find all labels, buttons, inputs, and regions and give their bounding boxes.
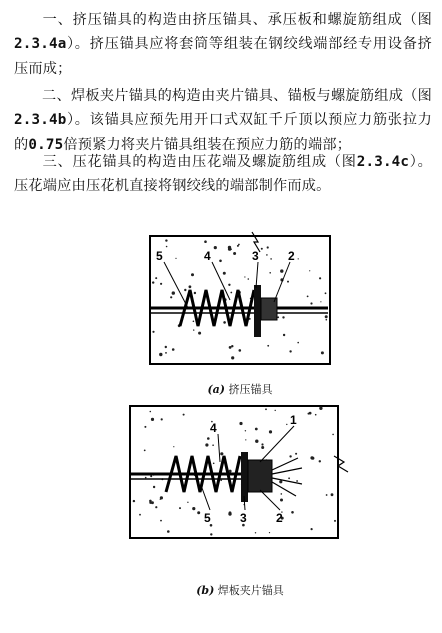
concrete-speckle [144,426,146,428]
concrete-speckle [167,530,170,533]
concrete-speckle [267,246,269,248]
figure-b-caption-text: 焊板夹片锚具 [217,584,284,597]
concrete-speckle [197,511,200,514]
concrete-speckle [325,315,328,318]
concrete-speckle [269,430,272,433]
p1-text-a: 一、挤压锚具的构造由挤压锚具、承压板和螺旋筋组成（图 [42,12,432,28]
figure-b-caption [140,582,340,598]
concrete-speckle [334,520,336,522]
p3-figure-ref: 2.3.4c [356,154,410,170]
concrete-speckle [280,269,283,272]
concrete-speckle [287,281,289,283]
concrete-speckle [150,411,152,413]
concrete-speckle [319,277,321,279]
p1-text-b: ）。挤压锚具应将套筒等组装在钢绞线端部经专用设备挤压而成； [14,36,432,77]
concrete-speckle [288,477,290,479]
fig-a-label-4: 4 [204,249,211,263]
concrete-speckle [191,273,194,276]
concrete-speckle [332,434,334,436]
concrete-speckle [207,437,210,440]
concrete-speckle [266,254,268,256]
concrete-speckle [155,277,157,279]
concrete-speckle [133,500,135,502]
concrete-speckle [281,493,283,495]
concrete-speckle [277,316,279,318]
fig-b-label-3: 3 [240,511,247,525]
concrete-speckle [267,345,269,347]
concrete-speckle [286,424,287,425]
concrete-speckle [261,443,263,445]
concrete-speckle [212,444,214,446]
concrete-speckle [230,292,232,294]
concrete-speckle [160,283,162,285]
concrete-speckle [239,349,242,352]
concrete-speckle [179,507,181,509]
concrete-speckle [298,258,299,259]
concrete-speckle [155,506,157,508]
fig-b-label-1: 1 [290,413,297,427]
concrete-speckle [283,334,285,336]
fig-a-label-2: 2 [288,249,295,263]
concrete-speckle [198,332,201,335]
concrete-speckle [152,331,154,333]
concrete-speckle [255,532,256,533]
concrete-speckle [289,455,291,457]
figure-b-welded-plate-anchor [120,400,350,550]
concrete-speckle [307,296,309,298]
concrete-speckle [231,345,233,347]
concrete-speckle [214,246,217,249]
concrete-speckle [265,408,267,410]
paragraph-1 [14,8,432,81]
p2-number: 0.75 [28,136,64,153]
concrete-speckle [279,480,282,483]
concrete-speckle [153,486,155,488]
concrete-speckle [320,301,321,302]
concrete-speckle [237,245,239,247]
concrete-speckle [187,502,188,503]
concrete-speckle [220,452,223,455]
concrete-speckle [280,499,283,502]
concrete-speckle [315,414,317,416]
concrete-speckle [223,272,226,275]
concrete-speckle [210,533,212,535]
concrete-speckle [192,507,195,510]
concrete-speckle [219,260,222,263]
fig-b-label-2: 2 [276,511,283,525]
concrete-speckle [321,351,324,354]
concrete-speckle [183,414,185,416]
concrete-speckle [184,289,186,291]
concrete-speckle [165,352,167,354]
concrete-speckle [325,292,327,294]
p2-figure-ref: 2.3.4b [14,112,67,129]
concrete-speckle [151,418,154,421]
paragraph-3 [14,150,432,199]
p3-text-a: 三、压花锚具的构造由压花端及螺旋筋组成（图 [42,154,357,170]
p3-text-b: ）。压花端应由压花机直接将钢绞线的端部制作而成。 [14,154,432,195]
concrete-speckle [161,418,163,420]
concrete-speckle [165,346,167,348]
figure-a-caption [140,381,340,397]
concrete-speckle [244,276,245,277]
concrete-speckle [269,532,270,533]
concrete-speckle [228,284,230,286]
figure-a-caption-text: 挤压锚具 [228,383,273,396]
concrete-speckle [269,272,271,274]
concrete-speckle [204,240,207,243]
concrete-speckle [261,446,264,449]
concrete-speckle [149,500,152,503]
concrete-speckle [152,281,154,283]
figure-a-caption-letter: (a) [207,383,226,396]
concrete-speckle [309,412,312,415]
concrete-speckle [229,346,232,349]
concrete-speckle [296,480,298,482]
concrete-speckle [326,494,328,496]
figure-b-caption-letter: (b) [196,584,215,597]
concrete-speckle [245,430,246,431]
concrete-speckle [297,342,299,344]
concrete-speckle [289,350,291,352]
concrete-speckle [310,302,312,304]
concrete-speckle [282,316,284,318]
figure-a-extrusion-anchor [140,230,340,385]
concrete-speckle [139,514,141,516]
concrete-speckle [270,258,272,260]
concrete-speckle [309,270,310,271]
concrete-speckle [160,520,162,522]
concrete-speckle [331,493,334,496]
fig-a-label-3: 3 [252,249,259,263]
concrete-speckle [189,285,192,288]
concrete-speckle [248,278,250,280]
concrete-speckle [160,499,161,500]
concrete-speckle [326,319,328,321]
fig-b-label-4: 4 [210,421,217,435]
concrete-speckle [193,329,194,330]
concrete-speckle [291,511,294,514]
p1-figure-ref: 2.3.4a [14,36,67,53]
concrete-speckle [172,291,175,294]
concrete-speckle [239,422,242,425]
p2-text-b: ）。该锚具应预先用开口式双缸千斤顶以预应力筋张拉力的 [14,112,432,153]
concrete-speckle [193,321,195,323]
paragraph-2 [14,84,432,157]
concrete-speckle [173,446,174,447]
concrete-speckle [319,460,321,462]
concrete-speckle [172,348,175,351]
concrete-speckle [231,356,234,359]
concrete-speckle [175,258,176,259]
concrete-speckle [213,463,215,465]
concrete-speckle [223,321,226,324]
concrete-speckle [144,450,146,452]
concrete-speckle [255,440,258,443]
concrete-speckle [275,410,276,411]
concrete-speckle [311,528,313,530]
concrete-speckle [166,246,168,248]
concrete-speckle [145,477,147,479]
concrete-speckle [319,407,322,410]
p2-text-c: 倍预紧力将夹片锚具组装在预应力筋的端部； [63,136,352,153]
concrete-speckle [310,456,313,459]
p2-text-a: 二、焊板夹片锚具的构造由夹片锚具、锚板与螺旋筋组成（图 [42,88,432,104]
concrete-speckle [205,443,208,446]
concrete-speckle [170,296,172,298]
concrete-speckle [245,439,246,440]
concrete-speckle [261,248,263,250]
fig-a-label-5: 5 [156,249,163,263]
concrete-speckle [165,239,167,241]
concrete-speckle [194,292,196,294]
concrete-speckle [228,512,231,515]
concrete-speckle [255,428,258,431]
concrete-speckle [295,453,297,455]
concrete-speckle [159,353,162,356]
concrete-speckle [233,252,236,255]
fig-b-label-5: 5 [204,511,211,525]
concrete-speckle [228,246,231,249]
